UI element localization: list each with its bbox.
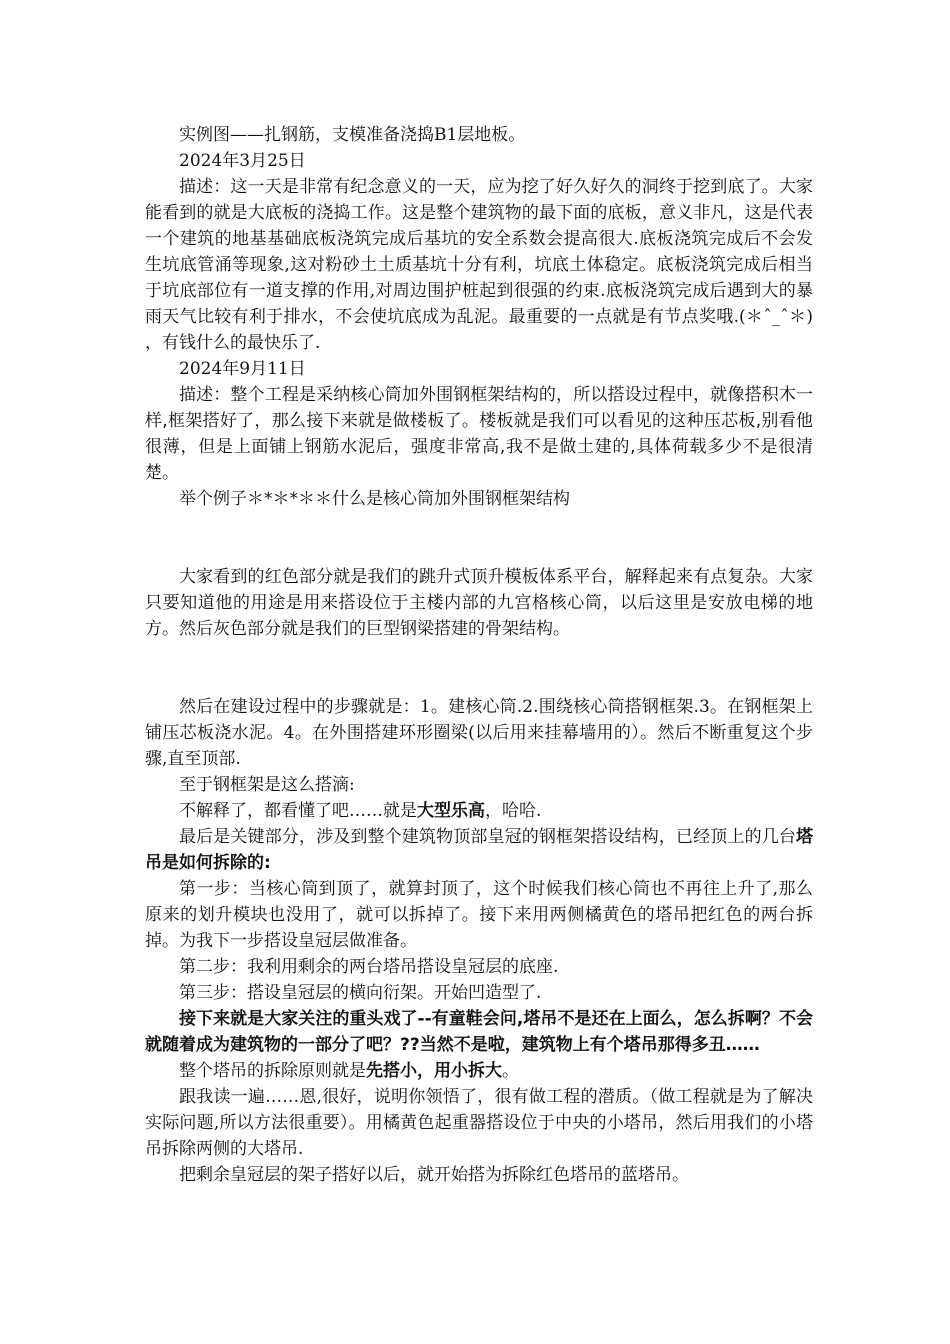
key-part-text: 最后是关键部分，涉及到整个建筑物顶部皇冠的钢框架搭设结构，已经顶上的几台 (179, 827, 796, 847)
description-paragraph-2: 描述：整个工程是采纳核心筒加外围钢框架结构的，所以搭设过程中，就像搭积木一样,框架搭好了，那么接下来就是做楼板了。楼板就是我们可以看见的这种压芯板,别看他很薄，但是上面铺上钢筋水泥后，强度非常高,我不是做土建的,具体荷载多少不是很清楚。 (145, 385, 813, 483)
key-part-paragraph (145, 824, 813, 876)
lego-line-start: 不解释了，都看懂了吧……就是 (179, 801, 417, 821)
step-two-line: 第二步：我利用剩余的两台塔吊搭设皇冠层的底座. (179, 957, 559, 977)
steps-paragraph: 然后在建设过程中的步骤就是：1。建核心筒.2.围绕核心筒搭钢框架.3。在钢框架上铺压芯板浇水泥。4。在外围搭建环形圈梁(以后用来挂幕墙用的）。然后不断重复这个步骤,直至顶部. (145, 697, 813, 769)
principle-end: 。 (502, 1061, 519, 1081)
explanation-paragraph: 大家看到的红色部分就是我们的跳升式顶升模板体系平台，解释起来有点复杂。大家只要知道他的用途是用来搭设位于主楼内部的九宫格核心筒，以后这里是安放电梯的地方。然后灰色部分就是我们的巨型钢梁搭建的骨架结构。 (145, 567, 813, 639)
lego-line-bold: 大型乐高 (417, 801, 485, 821)
date-line-2: 2024年9月11日 (179, 359, 306, 379)
principle-text: 整个塔吊的拆除原则就是 (179, 1061, 366, 1081)
final-line: 把剩余皇冠层的架子搭好以后，就开始搭为拆除红色塔吊的蓝塔吊。 (179, 1165, 689, 1185)
highlight-paragraph: 接下来就是大家关注的重头戏了--有童鞋会问,塔吊不是还在上面么，怎么拆啊？不会就随着成为建筑物的一部分了吧？??当然不是啦，建筑物上有个塔吊那得多丑…… (145, 1009, 813, 1055)
lego-line (145, 798, 813, 824)
caption-line: 实例图——扎钢筋，支模准备浇捣B1层地板。 (179, 125, 526, 145)
lego-line-end: ，哈哈. (485, 801, 542, 821)
steel-frame-line: 至于钢框架是这么搭滴: (179, 775, 355, 795)
description-paragraph-1: 描述：这一天是非常有纪念意义的一天，应为挖了好久好久的洞终于挖到底了。大家能看到的就是大底板的浇捣工作。这是整个建筑物的最下面的底板，意义非凡，这是代表一个建筑的地基基础底板浇筑完成后基坑的安全系数会提高很大.底板浇筑完成后不会发生坑底管涌等现象,这对粉砂土土质基坑十分有利，坑底土体稳定。底板浇筑完成后相当于坑底部位有一道支撑的作用,对周边围护桩起到很强的约束.底板浇筑完成后遇到大的暴雨天气比较有利于排水，不会使坑底成为乱泥。最重要的一点就是有节点奖哦.(＊ˆ_ˆ＊) ，有钱什么的最快乐了. (145, 177, 813, 353)
read-along-paragraph: 跟我读一遍……恩,很好，说明你领悟了，很有做工程的潜质。（做工程就是为了解决实际问题,所以方法很重要）。用橘黄色起重器搭设位于中央的小塔吊，然后用我们的小塔吊拆除两侧的大塔吊. (145, 1087, 813, 1159)
principle-bold: 先搭小，用小拆大 (366, 1061, 502, 1081)
step-one-paragraph: 第一步：当核心筒到顶了，就算封顶了，这个时候我们核心筒也不再往上升了,那么原来的划升模块也没用了，就可以拆掉了。接下来用两侧橘黄色的塔吊把红色的两台拆掉。为我下一步搭设皇冠层做准备。 (145, 879, 813, 951)
example-heading: 举个例子＊*＊*＊＊什么是核心筒加外围钢框架结构 (179, 489, 570, 509)
step-three-line: 第三步：搭设皇冠层的横向衍架。开始凹造型了. (179, 983, 542, 1003)
image-placeholder-2 (145, 642, 813, 694)
date-line-1: 2024年3月25日 (179, 151, 306, 171)
image-placeholder-1 (145, 512, 813, 564)
principle-line (145, 1058, 813, 1084)
document-page (145, 122, 813, 1188)
key-part-bold: 塔吊是如何拆除的: (145, 827, 813, 873)
